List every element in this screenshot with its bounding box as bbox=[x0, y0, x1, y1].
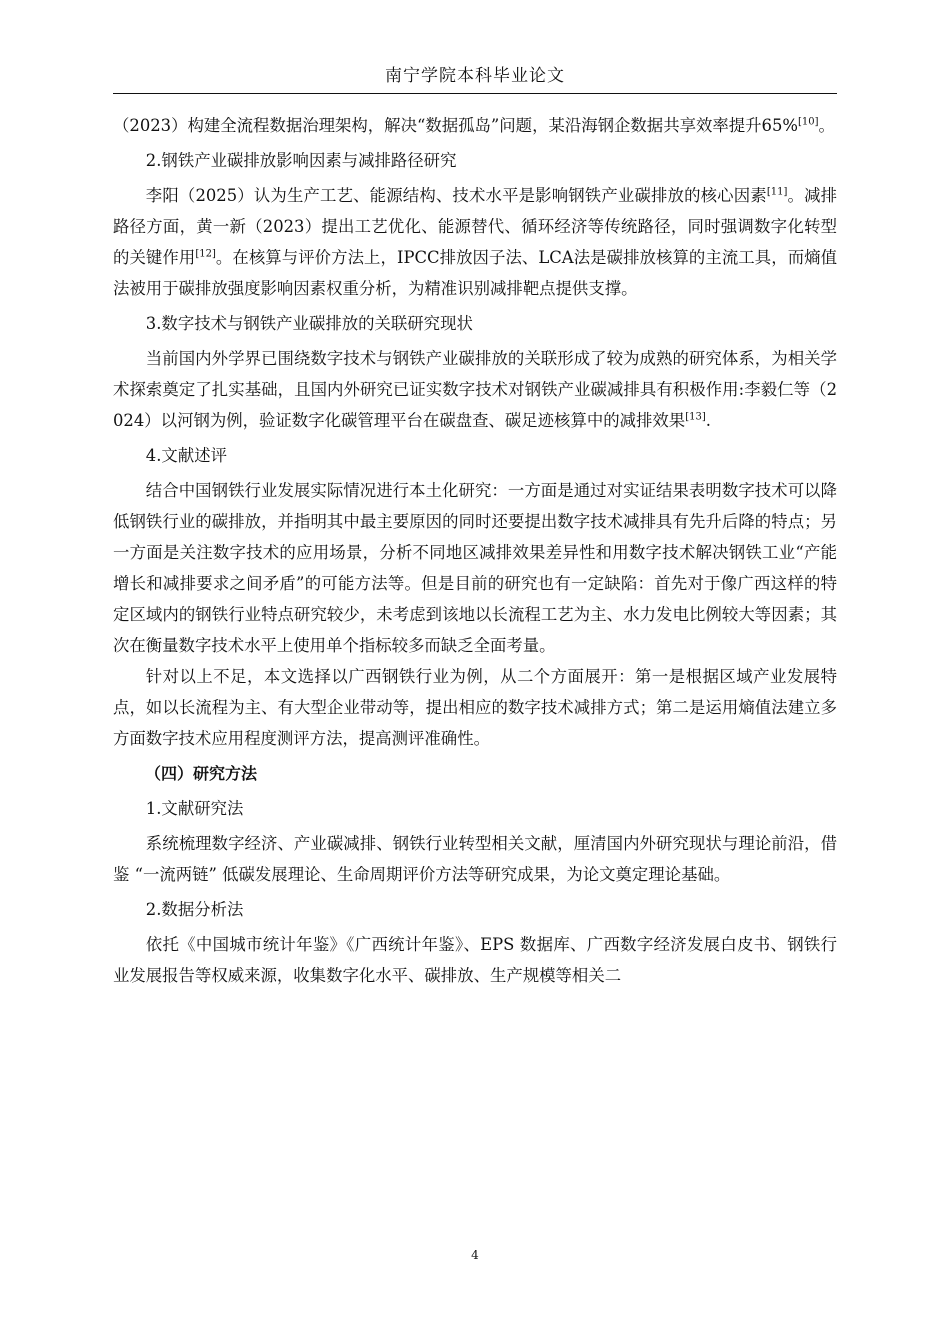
paragraph-text: 当前国内外学界已围绕数字技术与钢铁产业碳排放的关联形成了较为成熟的研究体系，为相关学术探索奠定了扎实基础，且国内外研究已证实数字技术对钢铁产业碳减排具有积极作用:李毅仁等（2024）以河钢为例，验证数字化碳管理平台在碳盘查、碳足迹核算中的减排效果 bbox=[113, 349, 837, 430]
citation-ref: [12] bbox=[195, 248, 216, 260]
paragraph-digital-tech bbox=[113, 343, 837, 436]
page-number: 4 bbox=[471, 1248, 479, 1262]
page-body bbox=[113, 106, 837, 995]
paragraph-this-study: 针对以上不足，本文选择以广西钢铁行业为例，从二个方面展开：第一是根据区域产业发展特点，如以长流程为主、有大型企业带动等，提出相应的数字技术减排方式；第二是运用熵值法建立多方面数字技术应用程度测评方法，提高测评准确性。 bbox=[113, 667, 837, 748]
paragraph-continuation bbox=[113, 110, 837, 141]
method-1-heading: 1.文献研究法 bbox=[145, 799, 244, 818]
running-header: 南宁学院本科毕业论文 bbox=[385, 66, 565, 86]
citation-ref: [10] bbox=[797, 116, 819, 128]
paragraph-influence-factors bbox=[113, 180, 837, 304]
method-2-heading: 2.数据分析法 bbox=[145, 900, 244, 919]
paragraph-text: 。 bbox=[818, 116, 835, 135]
header-rule bbox=[113, 93, 837, 94]
citation-ref: [11] bbox=[766, 186, 788, 198]
subheading-3: 3.数字技术与钢铁产业碳排放的关联研究现状 bbox=[145, 314, 473, 333]
paragraph-text: 。减排路径方面，黄一新（2023）提出工艺优化、能源替代、循环经济等传统路径，同时强调数字化转型的关键作用 bbox=[113, 186, 838, 267]
subheading-4: 4.文献述评 bbox=[145, 446, 227, 465]
paragraph-literature-review: 结合中国钢铁行业发展实际情况进行本土化研究：一方面是通过对实证结果表明数字技术可以降低钢铁行业的碳排放，并指明其中最主要原因的同时还要提出数字技术减排具有先升后降的特点；另一方面是关注数字技术的应用场景，分析不同地区减排效果差异性和用数字技术解决钢铁工业“产能增长和减排要求之间矛盾”的可能方法等。但是目前的研究也有一定缺陷：首先对于像广西这样的特定区域内的钢铁行业特点研究较少，未考虑到该地以长流程工艺为主、水力发电比例较大等因素；其次在衡量数字技术水平上使用单个指标较多而缺乏全面考量。 bbox=[113, 481, 837, 655]
paragraph-text: （2023）构建全流程数据治理架构，解决“数据孤岛”问题，某沿海钢企数据共享效率提升65% bbox=[113, 116, 798, 135]
section-heading-methods: （四）研究方法 bbox=[145, 764, 258, 783]
method-1-text: 系统梳理数字经济、产业碳减排、钢铁行业转型相关文献，厘清国内外研究现状与理论前沿，借鉴 “一流两链” 低碳发展理论、生命周期评价方法等研究成果，为论文奠定理论基础。 bbox=[113, 834, 837, 884]
paragraph-text: 李阳（2025）认为生产工艺、能源结构、技术水平是影响钢铁产业碳排放的核心因素 bbox=[145, 186, 767, 205]
subheading-2: 2.钢铁产业碳排放影响因素与减排路径研究 bbox=[145, 151, 457, 170]
citation-ref: [13] bbox=[685, 411, 706, 423]
paragraph-text: 。在核算与评价方法上，IPCC排放因子法、LCA法是碳排放核算的主流工具，而熵值法被用于碳排放强度影响因素权重分析，为精准识别减排靶点提供支撑。 bbox=[113, 248, 837, 298]
method-2-text: 依托《中国城市统计年鉴》《广西统计年鉴》、EPS 数据库、广西数字经济发展白皮书、钢铁行业发展报告等权威来源，收集数字化水平、碳排放、生产规模等相关二 bbox=[113, 935, 837, 985]
paragraph-text: . bbox=[705, 411, 711, 430]
